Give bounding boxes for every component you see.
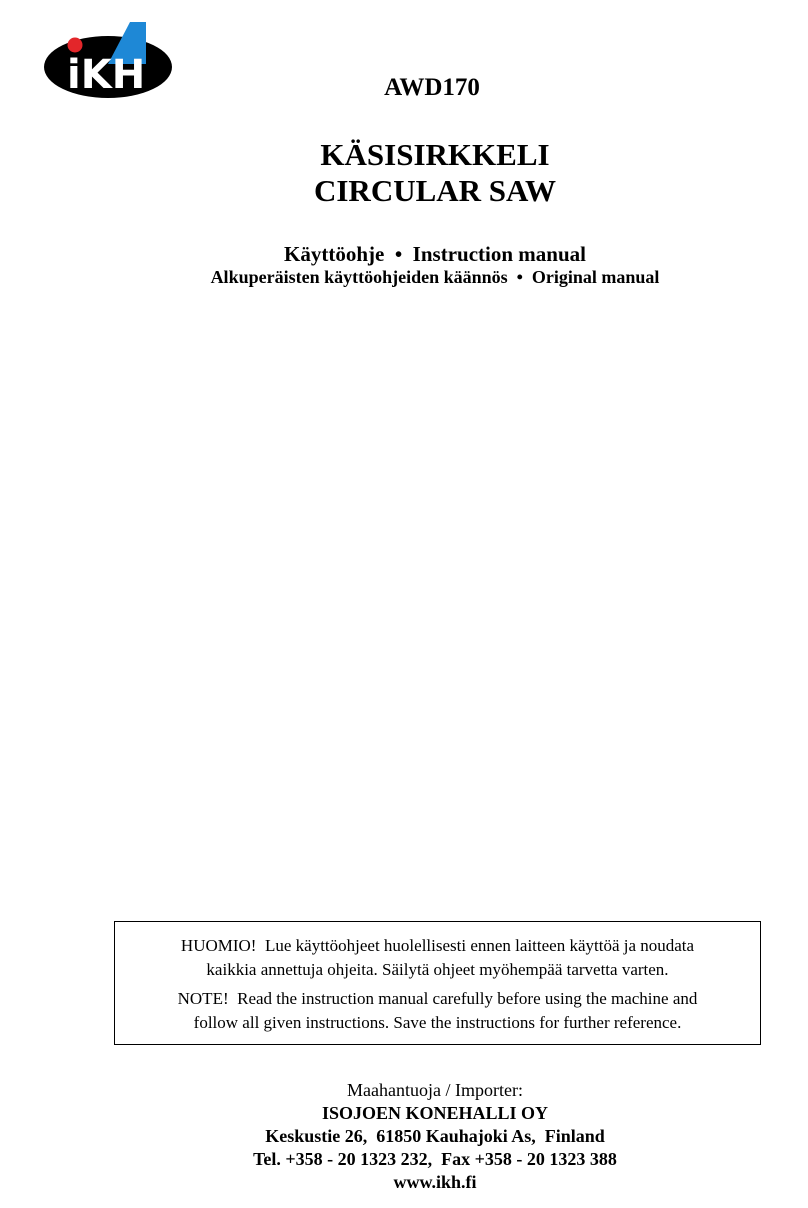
notice-fi-line2: kaikkia annettuja ohjeita. Säilytä ohjeet myöhempää tarvetta varten. xyxy=(206,960,669,979)
model-number: AWD170 xyxy=(384,74,480,101)
notice-english xyxy=(115,987,760,1035)
importer-website: www.ikh.fi xyxy=(393,1172,477,1192)
title-finnish: KÄSISIRKKELI xyxy=(320,137,550,172)
notice-fi-line1: HUOMIO! Lue käyttöohjeet huolellisesti ennen laitteen käyttöä ja noudata xyxy=(180,936,695,955)
logo-wordmark: iKH xyxy=(67,52,146,98)
notice-en-line1: NOTE! Read the instruction manual carefully before using the machine and xyxy=(177,989,698,1008)
subtitle-manual: Käyttöohje • Instruction manual xyxy=(284,242,586,266)
notice-en-line2: follow all given instructions. Save the instructions for further reference. xyxy=(193,1013,682,1032)
notice-box xyxy=(114,921,761,1045)
importer-label: Maahantuoja / Importer: xyxy=(347,1080,523,1100)
page-title xyxy=(240,137,630,209)
subtitle-original: Alkuperäisten käyttöohjeiden käännös • Original manual xyxy=(210,267,660,287)
importer-phone: Tel. +358 - 20 1323 232, Fax +358 - 20 1323 388 xyxy=(253,1149,617,1169)
importer-company: ISOJOEN KONEHALLI OY xyxy=(321,1103,549,1123)
ikh-logo xyxy=(42,18,176,102)
notice-finnish xyxy=(115,934,760,982)
importer-block xyxy=(150,1079,720,1194)
importer-address: Keskustie 26, 61850 Kauhajoki As, Finland xyxy=(265,1126,605,1146)
title-english: CIRCULAR SAW xyxy=(313,173,556,208)
